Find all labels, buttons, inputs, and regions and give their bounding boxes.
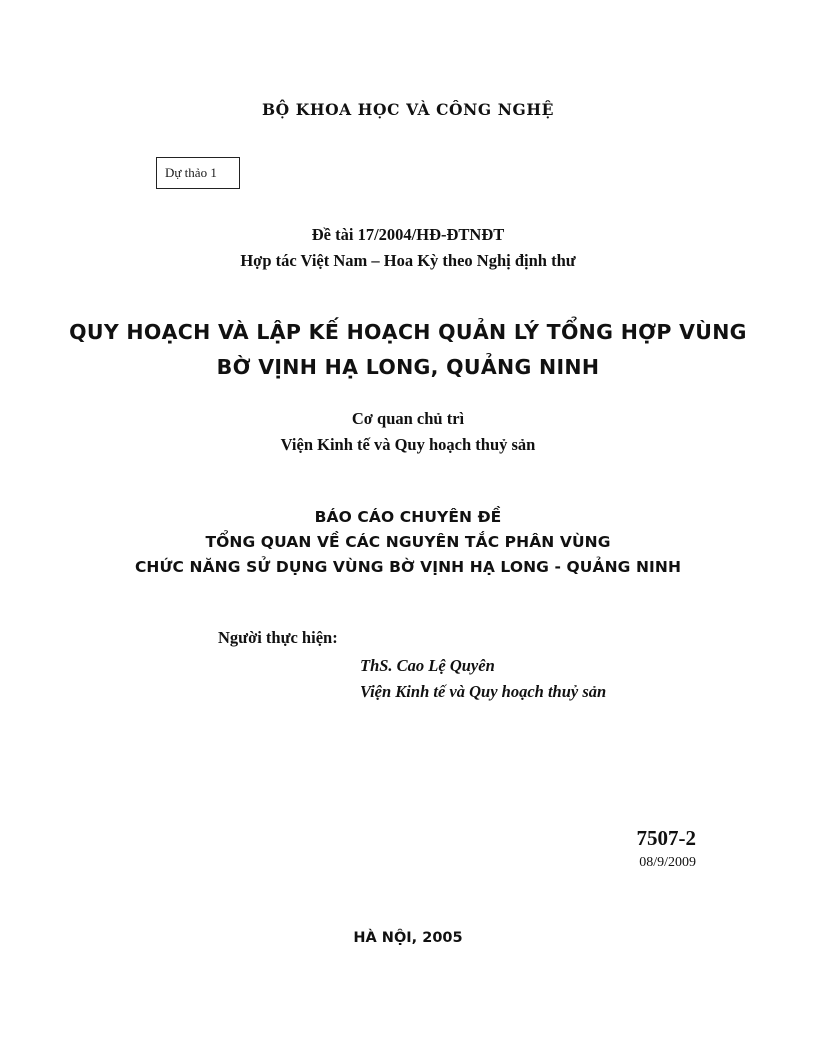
author-info	[360, 653, 606, 706]
document-title-line-2: BỜ VỊNH HẠ LONG, QUẢNG NINH	[216, 354, 600, 379]
agency-label: Cơ quan chủ trì	[351, 409, 465, 428]
project-code: Đề tài 17/2004/HĐ-ĐTNĐT	[311, 225, 505, 244]
author-name: ThS. Cao Lệ Quyên	[360, 656, 495, 675]
publication-place-year: HÀ NỘI, 2005	[353, 930, 463, 946]
agency-name: Viện Kinh tế và Quy hoạch thuỷ sản	[280, 435, 536, 455]
draft-version-box	[156, 157, 240, 189]
author-label: Người thực hiện:	[218, 628, 338, 647]
archive-date: 08/9/2009	[639, 855, 696, 870]
archive-number: 7507-2	[636, 826, 696, 850]
project-info	[0, 222, 816, 273]
agency-info	[0, 406, 816, 459]
report-subject-line-1: TỔNG QUAN VỀ CÁC NGUYÊN TẮC PHÂN VÙNG	[205, 533, 611, 552]
draft-version-label: Dự thảo 1	[165, 165, 217, 180]
report-info	[0, 505, 816, 580]
report-subject-line-2: CHỨC NĂNG SỬ DỤNG VÙNG BỜ VỊNH HẠ LONG - QUẢNG NINH	[134, 558, 682, 577]
author-affiliation: Viện Kinh tế và Quy hoạch thuỷ sản	[360, 682, 607, 702]
document-title	[0, 315, 816, 385]
report-heading: BÁO CÁO CHUYÊN ĐỀ	[314, 508, 502, 526]
document-title-line-1: QUY HOẠCH VÀ LẬP KẾ HOẠCH QUẢN LÝ TỔNG HỢP VÙNG	[69, 320, 747, 344]
project-cooperation: Hợp tác Việt Nam – Hoa Kỳ theo Nghị định thư	[240, 250, 576, 270]
ministry-heading: BỘ KHOA HỌC VÀ CÔNG NGHỆ	[261, 100, 555, 119]
